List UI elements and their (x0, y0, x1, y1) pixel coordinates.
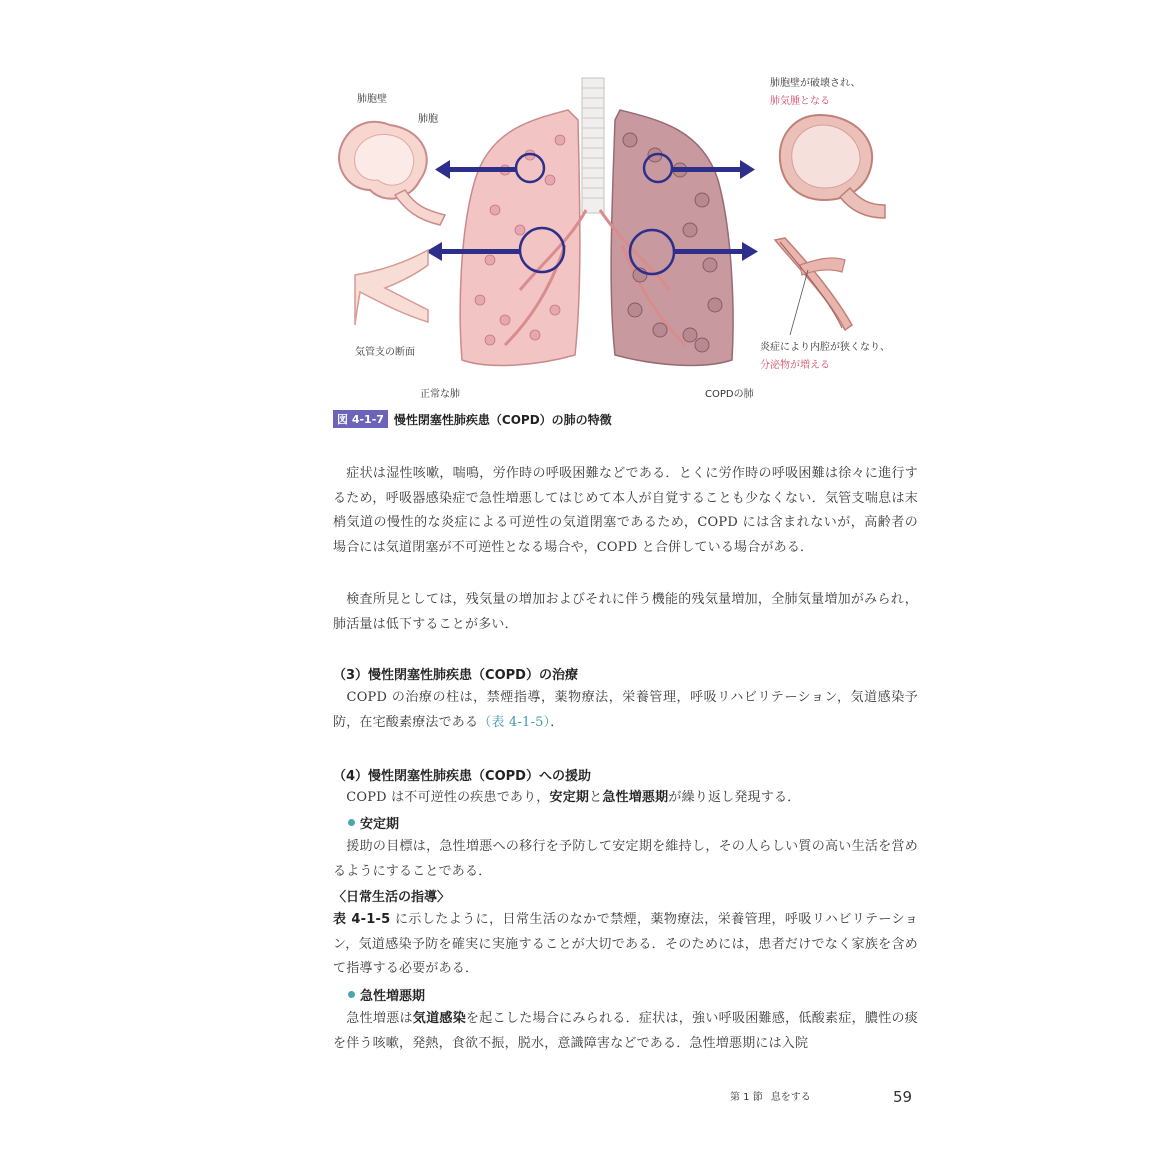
daily-life-paragraph: 表 4-1-5 に示したように，日常生活のなかで禁煙，薬物療法，栄養管理，呼吸リハビリテーション，気道感染予防を確実に実施することが大切である．そのためには，患者だけでなく家族を含めて指導する必要がある． (333, 912, 918, 976)
copd-alveolus-detail (780, 115, 885, 218)
figure-caption-text: 慢性閉塞性肺疾患（COPD）の肺の特徴 (393, 412, 612, 427)
stable-phase-subheading: 安定期 (348, 813, 399, 832)
table-reference-link[interactable]: （表 4-1-5） (478, 714, 551, 730)
normal-lung-label: 正常な肺 (420, 389, 460, 400)
acute-phase-paragraph: 急性増悪は気道感染を起こした場合にみられる．症状は，強い呼吸困難感，低酸素症，膿性の痰を伴う咳嗽，発熱，食欲不振，脱水，意識障害などである．急性増悪期には入院 (333, 1011, 919, 1051)
lung-figure (330, 60, 920, 405)
lumen-narrowed-label: 炎症により内腔が狭くなり、 (760, 342, 890, 353)
daily-life-subheading: 〈日常生活の指導〉 (333, 890, 451, 905)
support-intro-paragraph: COPD は不可逆性の疾患であり，安定期と急性増悪期が繰り返し発現する． (333, 790, 801, 805)
footer-title: 息をする (770, 1092, 811, 1103)
figure-number-badge: 図 4-1-7 (333, 410, 388, 428)
copd-lung-shape (611, 110, 733, 365)
alveolar-destroyed-label: 肺胞壁が破壊され、 (770, 78, 861, 89)
normal-alveolus-detail (339, 122, 445, 225)
bullet-dot-icon (348, 819, 355, 826)
emphysema-label: 肺気腫となる (770, 96, 830, 107)
secretion-label: 分泌物が増える (760, 360, 830, 371)
copd-lung-label: COPDの肺 (705, 389, 754, 400)
normal-bronchiole-detail (355, 250, 428, 325)
alveolus-label: 肺胞 (418, 114, 438, 125)
page-number: 59 (893, 1088, 913, 1106)
page-footer (730, 1088, 811, 1103)
bronchiole-section-label: 気管支の断面 (355, 347, 415, 358)
copd-bronchiole-detail (775, 238, 852, 335)
support-heading: （4）慢性閉塞性肺疾患（COPD）への援助 (333, 769, 591, 784)
symptoms-paragraph: 症状は湿性咳嗽，喘鳴，労作時の呼吸困難などである．とくに労作時の呼吸困難は徐々に進行するため，呼吸器感染症で急性増悪してはじめて本人が自覚することも少なくない．気管支喘息は末梢気道の慢性的な炎症による可逆性の気道閉塞であるため，COPD には含まれないが，高齢者の場合には気道閉塞が不可逆性となる場合や，COPD と合併している場合がある． (333, 466, 918, 555)
table-ref-bold[interactable]: 表 4-1-5 (333, 912, 391, 927)
figure-caption (333, 410, 612, 428)
treatment-heading: （3）慢性閉塞性肺疾患（COPD）の治療 (333, 668, 578, 683)
treatment-paragraph: COPD の治療の柱は，禁煙指導，薬物療法，栄養管理，呼吸リハビリテーション，気道感染予防，在宅酸素療法である（表 4-1-5）． (333, 690, 918, 730)
findings-paragraph: 検査所見としては，残気量の増加およびそれに伴う機能的残気量増加，全肺気量増加がみられ，肺活量は低下することが多い． (333, 592, 918, 632)
trachea (582, 78, 604, 213)
acute-phase-subheading: 急性増悪期 (348, 985, 425, 1004)
footer-section: 第 1 節 (730, 1092, 763, 1103)
alveolar-wall-label: 肺胞壁 (357, 94, 387, 105)
bullet-dot-icon (348, 991, 355, 998)
stable-goal-paragraph: 援助の目標は，急性増悪への移行を予防して安定期を維持し，その人らしい質の高い生活を営めるようにすることである． (333, 839, 918, 879)
